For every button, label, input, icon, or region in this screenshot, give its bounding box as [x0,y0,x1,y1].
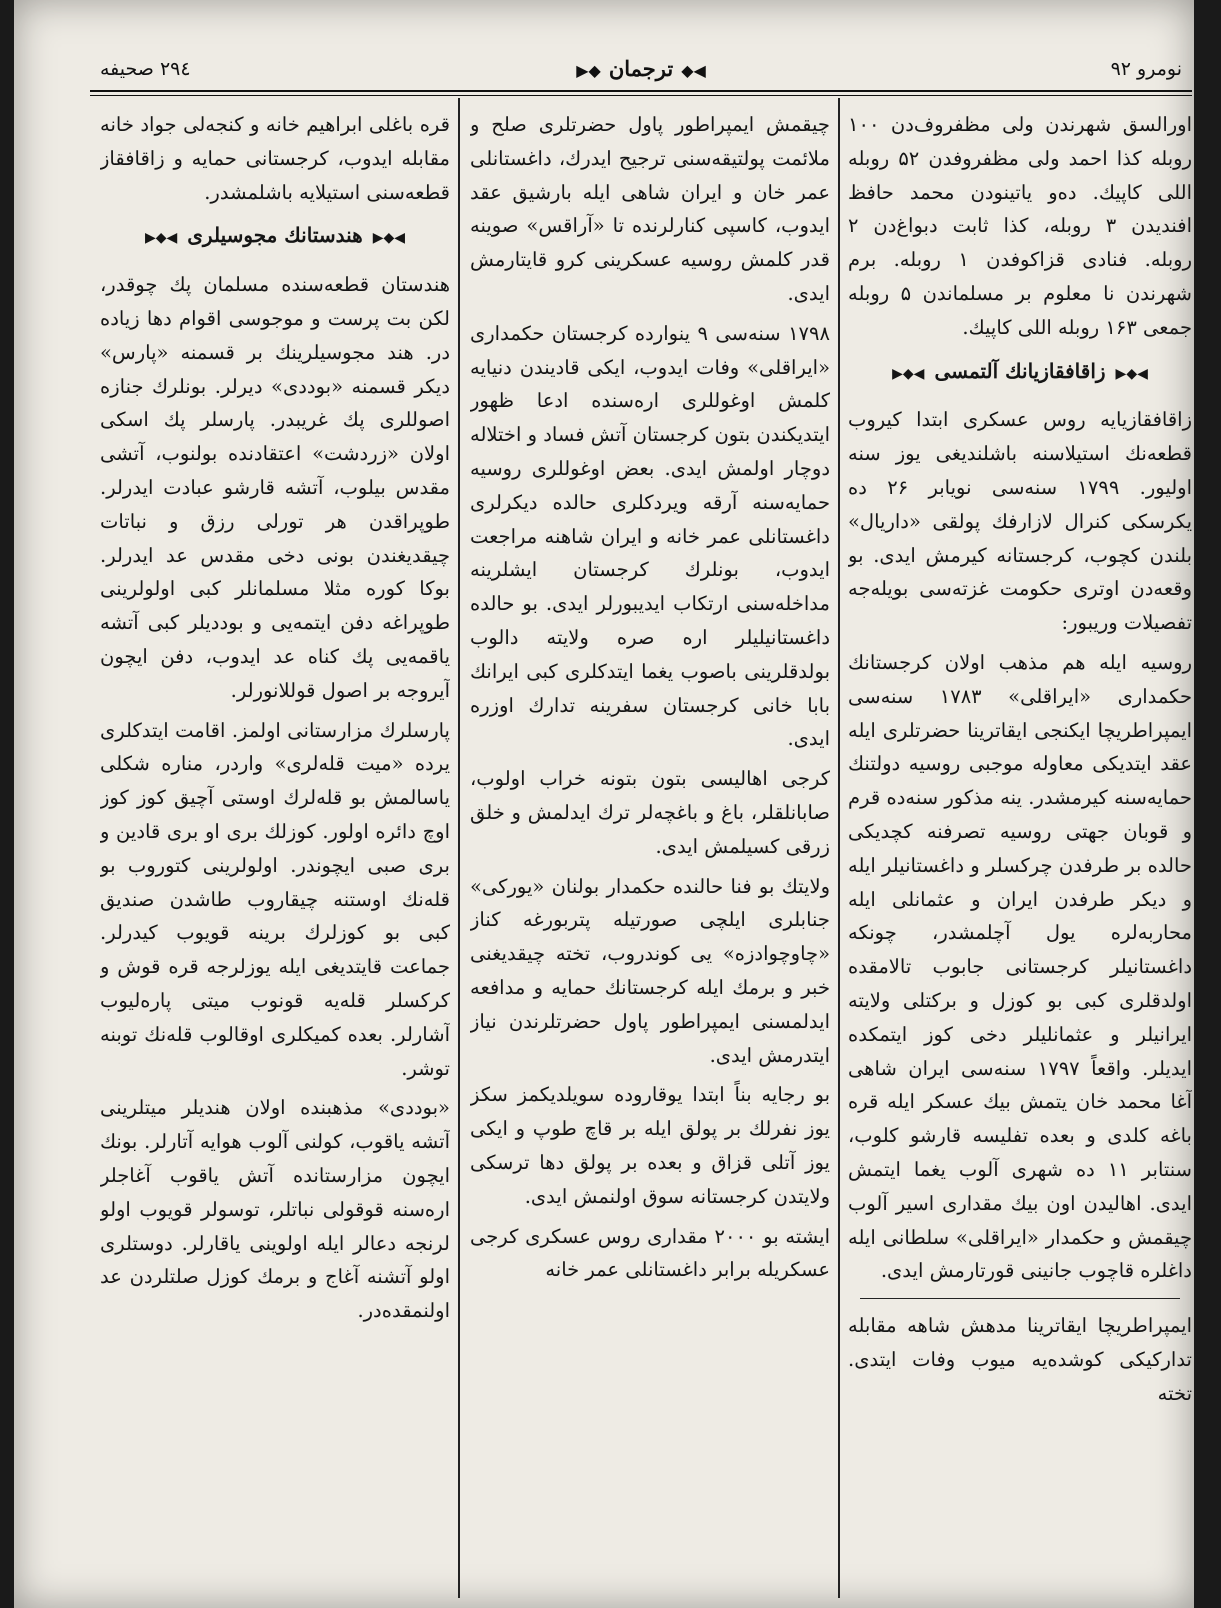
article-paragraph: ولایتك بو فنا حالنده حکمدار بولنان «یورکی» جنابلری ایلچی صورتیله پتربورغه کناز «چاوچوادزه» یی کوندروب، تخته چیقدیغنی خبر و برمك ایله کرجستانك حمایه و مدافعه ایدلمسنی ایمپراطور پاول حضرتلرندن نیاز ایتدرمش ایدی. [470,874,830,1067]
column-divider [458,98,460,1598]
article-heading-text: هندستانك مجوسیلری [187,223,363,248]
newspaper-title-text: ترجمان [608,56,674,81]
article-paragraph: «بوددی» مذهبنده اولان هندیلر میتلرینی آتشه یاقوب، کولنی آلوب هوایه آتارلر. بونك ایچون مزارستانده آتش یاقوب آغاجلر اره‌سنه قوقولی نباتلر، توسولر قویوب اولو لرنجه دعالر ایله اولوینی یاقارلر. دوستلری اولو آتشنه آغاج و برمك کوزل صلتلردن عد اولنمقده‌در. [100,1096,450,1323]
article-heading-transcaucasia [848,355,1192,392]
header-rule [90,90,1192,96]
article-paragraph: ۱۷۹۸ سنه‌سی ۹ ینوارده کرجستان حکمداری «ایراقلی» وفات ایدوب، ایکی قادیندن دنیایه کلمش اوغوللری اره‌سنده ادعا ظهور ایتدیکندن بتون کرجستان آتش فساد و اختلاله دوچار اولمش ایدی. بعض اوغوللری روسیه حمایه‌سنه آرقه ویردکلری حالده دیکرلری داغستانلی عمر خانه و ایران شاهنه مراجعت ایدوب، بونلرك کرجستان ایشلرینه مداخله‌سنی ارتکاب ایدیبورلر ایدی. بو حالده داغستانیلیلر اره صره ولایته دالوب بولدقلرینی باصوب یغما ایتدکلری کبی ایرانك بابا خانی کرجستان سفرینه تدارك اوزره ایدی. [470,321,830,751]
article-paragraph: بو رجایه بناً ابتدا یوقاروده سویلدیکمز سکز یوز نفرلك بر پولق ایله بر قاچ طوپ و ایکی یوز آتلی قزاق و بعده بر پولق دها ترسکی ولایتدن کرجستانه سوق اولنمش ایدی. [470,1083,830,1208]
article-heading-india-magi [100,219,450,256]
paragraph-rule [860,1298,1180,1299]
article-paragraph: ایمپراطریچا ایقاترینا مدهش شاهه مقابله تدارکیکی کوشده‌یه میوب وفات ایتدی. تخته [848,1314,1192,1405]
donation-list: اورالسق شهرندن ولی مظفروف‌دن ۱۰۰ روبله کذا احمد ولی مظفروفدن ۵۲ روبله اللی کاپیك. ده‌و یاتینودن محمد حافظ افندیدن ۳ روبله، کذا ثابت دبواغ‌دن ۲ روبله. فنادی قزاکوفدن ۱ روبله. برم شهرندن نا معلوم بر مسلماندن ۵ روبله جمعی ۱۶۳ روبله اللی کاپیك. [848,113,1192,339]
column-right [848,108,1192,1588]
heading-ornament-icon: ◀◆▶ [1115,365,1148,382]
title-ornament-left-icon: ◆▶ [576,61,601,80]
heading-ornament-icon: ◀◆▶ [892,365,925,382]
page-number: ۲۹٤ صحیفه [100,58,191,80]
article-paragraph: روسیه ایله هم مذهب اولان کرجستانك حکمداری «ایراقلی» ۱۷۸۳ سنه‌سی ایمپراطریچا ایکنجی ایقاترینا حضرتلری ایله عقد ایتدیکی معاوله موجبی روسیه دولتنك حمایه‌سنه کیرمشدر. ینه مذکور سنه‌ده قرم و قوبان جهتی روسیه تصرفنه کچدیکی حالده بر طرفدن چرکسلر و داغستانیلر ایله و دیکر طرفدن ایران و عثمانلی ایله محاربه‌لره یول آچلمشدر، چونکه داغستانیلر کرجستانی جابوب تالامقده اولدقلری کبی بو کوزل و برکتلی ولایته ایرانیلر و عثمانلیلر دخی کوز ایتمکده ایدیلر. واقعاً ۱۷۹۷ سنه‌سی ایران شاهی آغا محمد خان یتمش بیك عسکر ایله قره باغه کلدی و بعده تفلیسه قارشو کلوب، سنتابر ۱۱ ده شهری آلوب یغما ایتمش ایدی. اهالیدن اون بیك مقداری اسیر آلوب چیقمش و حکمدار «ایراقلی» سلطانی ایله داغلره قاچوب جانینی قورتارمش ایدی. [848,650,1192,1283]
heading-ornament-icon: ◀◆▶ [372,230,406,247]
title-ornament-right-icon: ◀◆ [681,61,706,80]
newspaper-title [568,56,714,81]
article-paragraph: قره باغلی ابراهیم خانه و کنجه‌لی جواد خانه مقابله ایدوب، کرجستانی حمایه و زاقافقاز قطعه‌سنی استیلایه باشلمشدر. [100,113,450,204]
heading-ornament-icon: ◀◆▶ [144,230,178,247]
article-heading-text: زاقافقازیانك آلتمسی [934,358,1106,383]
article-paragraph: ایشته بو ۲۰۰۰ مقداری روس عسکری کرجی عسکریله برابر داغستانلی عمر خانه [470,1224,830,1282]
article-paragraph: هندستان قطعه‌سنده مسلمان پك چوقدر، لکن بت پرست و موجوسی اقوام دها زیاده در. هند مجوسیلرینك بر قسمنه «پارس» دیکر قسمنه «بوددی» دیرلر. بونلرك جنازه اصوللری پك غریبدر. پارسلر پك اسکی اولان «زردشت» اعتقادنده بولنوب، آتشی مقدس بیلوب، آتشه قارشو عبادت ایدرلر. طوپراقدن هر تورلی رزق و نباتات چیقدیغندن بونی دخی مقدس عد ایدرلر. بوکا کوره مثلا مسلمانلر کبی اولولرینی طوپراغه دفن ایتمه‌یی و بوددیلر کبی آتشه یاقمه‌یی پك کناه عد ایدوب، دفن ایچون آیروجه بر اصول قوللانورلر. [100,273,450,702]
column-divider [838,98,840,1598]
column-left [100,108,450,1588]
newspaper-page [14,0,1194,1608]
issue-number: نومرو ۹۲ [1110,58,1182,80]
article-paragraph: کرجی اهالیسی بتون بتونه خراب اولوب، صابانلقلر، باغ و باغچه‌لر ترك ایدلمش و خلق زرقی کسیلمش ایدی. [470,767,830,858]
article-paragraph: چیقمش ایمپراطور پاول حضرتلری صلح و ملائمت پولتیقه‌سنی ترجیح ایدرك، داغستانلی عمر خان و ایران شاهی ایله بارشیق عقد ایدوب، کاسپی کنارلرنده تا «آراقس» صوینه قدر کلمش روسیه عسکرینی کرو قایتارمش ایدی. [470,113,830,305]
article-paragraph: پارسلرك مزارستانی اولمز. اقامت ایتدکلری یرده «میت قله‌لری» واردر، مناره شکلی یاسالمش بو قله‌لرك اوستی آچیق کوز کوز اوچ دائره اولور. کوزلك بری او بری قادین و بری صبی ایچوندر. اولولرینی کتوروب بو قله‌نك اوستنه چیقاروب طاشدن صندیق کبی بو کوزلرك برینه قویوب کیدرلر. جماعت قایتدیغی ایله یوزلرجه قره قوش و کرکسلر قله‌یه قونوب میتی پاره‌لیوب آشارلر. بعده کمیکلری اوقالوب قله‌نك توبنه توشر. [100,718,450,1080]
article-paragraph: زاقافقازیایه روس عسکری ابتدا کیروب قطعه‌نك استیلاسنه باشلندیغی یوز سنه اولیور. ۱۷۹۹ سنه‌سی نویابر ۲۶ ده یکرسکی کنرال لازارفك پولقی «داریال» بلندن کچوب، کرجستانه کیرمش ایدی. بو وقعه‌دن اوتری حکومت غزته‌سی بویله‌جه تفصیلات وریبور: [848,408,1192,635]
column-middle [470,108,830,1588]
